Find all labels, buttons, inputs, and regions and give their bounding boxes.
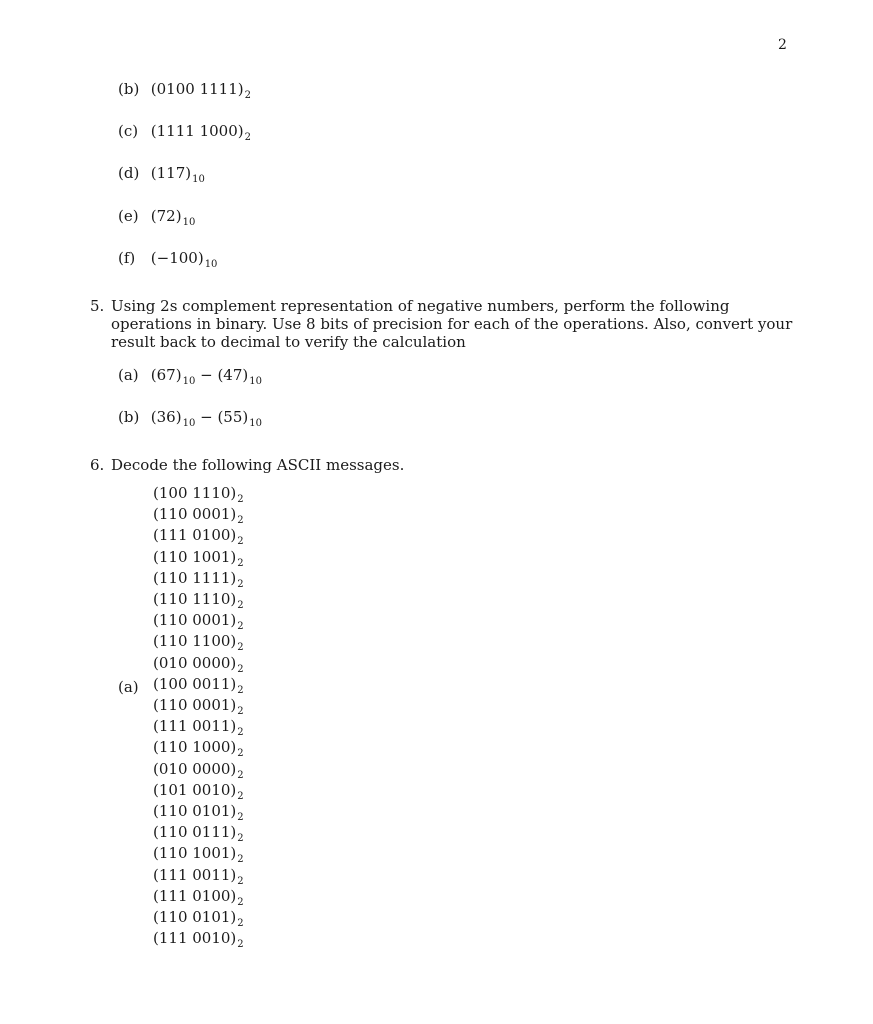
item-base: 2 [244,132,251,143]
ascii-code [153,866,244,887]
ascii-code-base: 2 [237,578,244,590]
ascii-code-value: (110 1000) [153,738,237,757]
ascii-code-base: 2 [237,684,244,696]
ascii-code-value: (110 1100) [153,632,237,651]
problem-5 [90,297,795,351]
ascii-code-value: (111 0011) [153,717,237,736]
operand-left-base: 10 [182,418,196,429]
item-label: (e) [118,207,139,225]
prev-item-f [118,249,218,270]
problem-6 [90,456,404,474]
ascii-code-base: 2 [237,727,244,739]
item-label: (d) [118,164,140,182]
prev-item-b [118,80,251,101]
problem-text: Using 2s complement representation of negative numbers, perform the following operations in binary. Use 8 bits of precision for each of the operations. Also, convert your result back to decimal to verify the calculation [111,297,793,351]
ascii-code-base: 2 [237,748,244,760]
operand-right-base: 10 [249,418,262,429]
ascii-code-base: 2 [237,854,244,866]
ascii-code-base: 2 [237,494,244,505]
ascii-code-base: 2 [237,918,244,930]
ascii-code-base: 2 [237,875,244,887]
ascii-code-base: 2 [237,600,244,612]
ascii-code [153,781,244,802]
prev-item-c [118,122,251,143]
ascii-code [153,717,244,738]
ascii-code-value: (101 0010) [153,780,237,799]
ascii-code-value: (110 0001) [153,505,237,524]
ascii-code [153,484,244,505]
ascii-code-value: (010 0000) [153,653,237,672]
problem-text: Decode the following ASCII messages. [111,456,405,474]
problem-6-part-label: (a) [118,678,139,696]
item-value: (72) [150,207,182,225]
item-value: (1111 1000) [150,122,244,140]
operand-left: (67) [150,366,182,384]
problem-number: 5. [90,297,105,315]
ascii-code-base: 2 [237,557,244,569]
operator: − [200,366,213,384]
ascii-code-base: 2 [237,833,244,845]
ascii-code-value: (110 0111) [153,823,237,842]
problem-5-part-b [118,408,262,429]
ascii-code-value: (111 0010) [153,929,237,948]
ascii-code-value: (110 0001) [153,611,237,630]
problem-number: 6. [90,456,105,474]
ascii-code-base: 2 [237,896,244,908]
ascii-code-value: (100 1110) [153,484,237,502]
ascii-code-value: (110 0101) [153,908,237,927]
ascii-code-list [153,484,244,950]
ascii-code [153,802,244,823]
item-base: 10 [204,259,218,270]
ascii-code [153,696,244,717]
operand-right: (55) [217,408,249,426]
ascii-code [153,548,244,569]
ascii-code [153,654,244,675]
ascii-code-value: (110 1111) [153,568,237,587]
ascii-code-base: 2 [237,621,244,633]
item-label: (b) [118,80,140,98]
ascii-code [153,738,244,759]
prev-item-d [118,164,205,185]
ascii-code [153,844,244,865]
ascii-code [153,526,244,547]
prev-item-e [118,207,196,228]
ascii-code-base: 2 [237,939,244,951]
ascii-code [153,887,244,908]
ascii-code [153,823,244,844]
ascii-code-base: 2 [237,706,244,718]
ascii-code-value: (110 0001) [153,696,237,715]
ascii-code-base: 2 [237,663,244,675]
operator: − [200,408,213,426]
ascii-code-value: (110 1001) [153,547,237,566]
ascii-code [153,632,244,653]
item-value: (−100) [150,249,204,267]
ascii-code [153,760,244,781]
ascii-code-value: (110 1001) [153,844,237,863]
ascii-code-value: (110 1110) [153,590,237,609]
part-label: (a) [118,366,139,384]
ascii-code-value: (111 0100) [153,886,237,905]
ascii-code [153,908,244,929]
operand-right: (47) [217,366,249,384]
ascii-code [153,675,244,696]
item-base: 10 [182,217,196,228]
item-label: (c) [118,122,139,140]
part-label: (b) [118,408,140,426]
ascii-code-base: 2 [237,515,244,527]
ascii-code [153,569,244,590]
operand-right-base: 10 [249,376,262,387]
operand-left: (36) [150,408,182,426]
ascii-code-base: 2 [237,790,244,802]
ascii-code-base: 2 [237,769,244,781]
problem-5-part-a [118,366,262,387]
ascii-code-value: (111 0011) [153,865,237,884]
item-value: (117) [150,164,192,182]
ascii-code-value: (111 0100) [153,526,237,545]
ascii-code-value: (110 0101) [153,802,237,821]
page-number: 2 [778,37,787,53]
operand-left-base: 10 [182,376,196,387]
item-base: 2 [244,90,251,101]
ascii-code [153,929,244,950]
ascii-code-value: (100 0011) [153,674,237,693]
ascii-code [153,611,244,632]
item-label: (f) [118,249,136,267]
ascii-code [153,505,244,526]
ascii-code [153,590,244,611]
item-value: (0100 1111) [150,80,244,98]
item-base: 10 [192,174,205,185]
ascii-code-base: 2 [237,642,244,654]
ascii-code-base: 2 [237,536,244,548]
ascii-code-value: (010 0000) [153,759,237,778]
ascii-code-base: 2 [237,812,244,824]
